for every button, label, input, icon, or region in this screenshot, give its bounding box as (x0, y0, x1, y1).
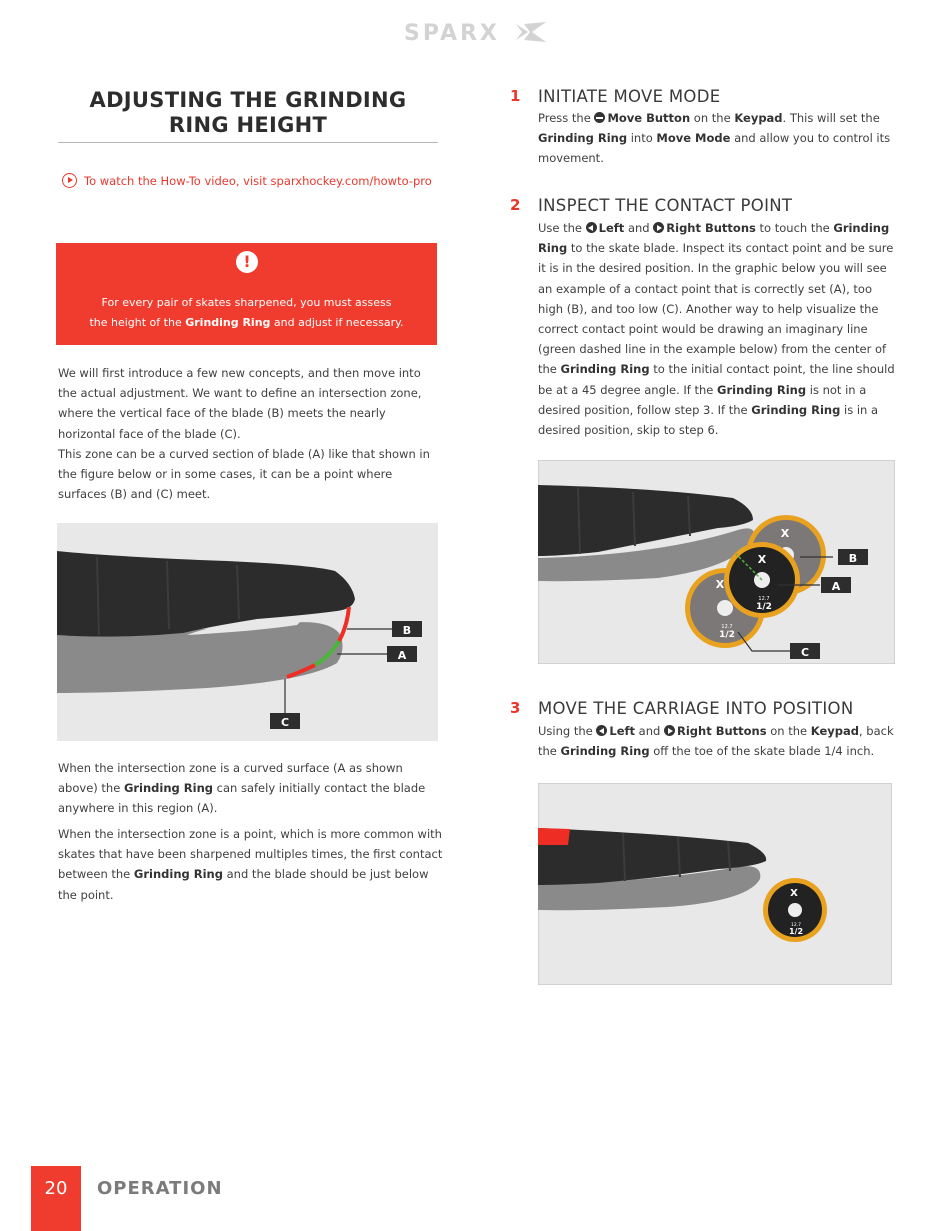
warning-callout (56, 243, 437, 345)
svg-text:1/2: 1/2 (756, 602, 772, 612)
svg-text:12.7: 12.7 (721, 624, 733, 630)
carriage-position-figure (538, 783, 892, 985)
step-3-heading: MOVE THE CARRIAGE INTO POSITION (538, 699, 854, 718)
move-button-icon (594, 112, 605, 123)
warning-line-1: For every pair of skates sharpened, you must assess (101, 296, 392, 309)
step-3-number: 3 (510, 699, 521, 717)
step-2-text: Use the Left and Right Buttons to touch the Grinding Ring to the skate blade. Inspect its contact point and be sure it is in the desired position. In the graphic below you will see an example of a contact point that is correctly set (A), too high (B), and too low (C). Another way to help visualize the correct contact point would be drawing an imaginary line (green dashed line in the example below) from the center of the Grinding Ring to the initial contact point, the line should be at a 45 degree angle. If the Grinding Ring is not in a desired position, follow step 3. If the Grinding Ring is in a desired position, skip to step 6. (538, 221, 895, 438)
sparx-logo (404, 20, 549, 44)
label-b: B (402, 624, 412, 637)
step-2-heading: INSPECT THE CONTACT POINT (538, 196, 793, 215)
svg-text:1/2: 1/2 (788, 927, 804, 936)
video-prefix: To watch the How-To video, visit (84, 173, 271, 188)
svg-text:X: X (780, 527, 790, 540)
svg-text:12.7: 12.7 (758, 596, 770, 602)
warning-text (56, 293, 437, 333)
label-a: A (397, 649, 407, 662)
grinding-ring (763, 878, 827, 942)
section-label: OPERATION (97, 1178, 223, 1199)
curved-surface-paragraph: When the intersection zone is a curved surface (A as shown above) the Grinding Ring can safely initially contact the blade anywhere in this region (A). (58, 761, 426, 816)
logo-text: SPARX (404, 21, 500, 44)
title-divider (58, 142, 438, 143)
intro-paragraph (58, 363, 443, 504)
label-a: A (831, 580, 841, 593)
title-line-2: RING HEIGHT (168, 113, 328, 137)
right-button-icon (653, 222, 664, 233)
left-button-icon (596, 725, 607, 736)
intro-text-a: We will first introduce a few new concepts, and then move into the actual adjustment. We want to define an intersection zone, where the vertical face of the blade (B) meets the nearly horizontal face of the blade (C). (58, 366, 422, 441)
ring-correct (724, 542, 800, 618)
svg-text:X: X (715, 578, 725, 591)
right-button-icon (664, 725, 675, 736)
svg-text:X: X (757, 553, 767, 566)
svg-text:X: X (790, 888, 798, 899)
label-c: C (800, 646, 810, 659)
contact-point-figure (538, 460, 895, 664)
step-2-number: 2 (510, 196, 521, 214)
warning-line-2: the height of the Grinding Ring and adjust if necessary. (89, 316, 404, 329)
step-3-text: Using the Left and Right Buttons on the Keypad, back the Grinding Ring off the toe of the skate blade 1/4 inch. (538, 724, 894, 759)
page-number: 20 (31, 1166, 81, 1231)
page-title (58, 88, 438, 138)
exclamation-icon: ! (236, 251, 258, 273)
play-icon (62, 173, 77, 188)
video-url-link[interactable]: sparxhockey.com/howto-pro (270, 173, 432, 188)
point-intersection-paragraph: When the intersection zone is a point, which is more common with skates that have been sharpened multiples times, the first contact between the Grinding Ring and the blade should be just below the point. (58, 827, 443, 902)
step-1-number: 1 (510, 87, 521, 105)
step-1-text: Press the Move Button on the Keypad. This will set the Grinding Ring into Move Mode and allow you to control its movement. (538, 111, 891, 166)
title-line-1: ADJUSTING THE GRINDING (89, 88, 407, 112)
left-button-icon (586, 222, 597, 233)
label-b: B (848, 552, 858, 565)
svg-text:1/2: 1/2 (719, 630, 735, 640)
step-1-heading: INITIATE MOVE MODE (538, 87, 721, 106)
video-link-row[interactable] (62, 173, 432, 188)
svg-text:12.7: 12.7 (790, 923, 802, 928)
label-c: C (280, 716, 290, 729)
blade-intersection-figure (57, 523, 438, 741)
intro-text-b: This zone can be a curved section of blade (A) like that shown in the figure below or in some cases, it can be a point where surfaces (B) and (C) meet. (58, 446, 430, 502)
